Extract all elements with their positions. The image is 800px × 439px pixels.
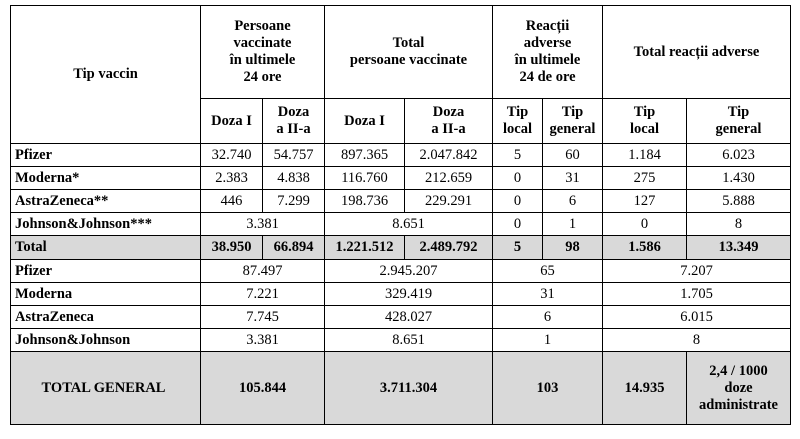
cell-doze-24h: 7.221 — [201, 283, 325, 306]
subheader-total-local — [603, 99, 687, 144]
table-row — [11, 190, 791, 213]
cell-reactii-general: 6 — [543, 190, 603, 213]
cell-total-persoane: 8.651 — [325, 329, 493, 352]
cell-total-doza1: 198.736 — [325, 190, 405, 213]
cell-doza1: 32.740 — [201, 144, 263, 167]
header-text: 24 de ore — [519, 69, 576, 85]
cell-reactii-general: 1 — [543, 213, 603, 236]
cell-total-local: 1.586 — [603, 236, 687, 260]
header-text: a II-a — [431, 121, 466, 137]
rate-text: 2,4 / 1000 — [709, 362, 768, 379]
cell-total-doza-unica: 8.651 — [325, 213, 493, 236]
summary-row — [11, 306, 791, 329]
rate-text: doze — [724, 379, 753, 396]
cell-total-doza2: 2.047.842 — [405, 144, 493, 167]
cell-total-reactii: 7.207 — [603, 260, 791, 283]
row-name: AstraZeneca — [11, 306, 201, 329]
header-text: Tip — [561, 104, 584, 120]
row-name: Johnson&Johnson — [11, 329, 201, 352]
cell-total-doza2: 212.659 — [405, 167, 493, 190]
header-text: Tip — [506, 104, 529, 120]
row-name: Moderna* — [11, 167, 201, 190]
cell-total-doza1: 897.365 — [325, 144, 405, 167]
cell-total-local: 0 — [603, 213, 687, 236]
vaccination-table — [10, 5, 791, 425]
cell-total-persoane: 428.027 — [325, 306, 493, 329]
header-text: în ultimele — [514, 52, 581, 68]
header-text: Doza — [432, 104, 465, 120]
cell-total-doza2: 229.291 — [405, 190, 493, 213]
header-text: Reacții — [525, 18, 570, 34]
header-text: Total — [392, 35, 425, 51]
table-row — [11, 167, 791, 190]
cell-doza1: 38.950 — [201, 236, 263, 260]
cell-total-doza1: 1.221.512 — [325, 236, 405, 260]
cell-total-general: 5.888 — [687, 190, 791, 213]
cell-doza2: 4.838 — [263, 167, 325, 190]
row-name: Pfizer — [11, 144, 201, 167]
cell-reactii-24h: 31 — [493, 283, 603, 306]
summary-row — [11, 329, 791, 352]
header-total-reactii: Total reacții adverse — [603, 6, 791, 99]
cell-rata-reactii — [687, 352, 791, 425]
cell-doza2: 54.757 — [263, 144, 325, 167]
cell-doza1: 446 — [201, 190, 263, 213]
header-text: Doza — [277, 104, 310, 120]
row-name: TOTAL GENERAL — [11, 352, 201, 425]
cell-total-doza2: 2.489.792 — [405, 236, 493, 260]
cell-total-reactii: 1.705 — [603, 283, 791, 306]
cell-reactii-local: 0 — [493, 213, 543, 236]
header-total-persoane — [325, 6, 493, 99]
cell-total-reactii: 6.015 — [603, 306, 791, 329]
cell-doza2: 66.894 — [263, 236, 325, 260]
row-name: AstraZeneca** — [11, 190, 201, 213]
cell-reactii-24h: 65 — [493, 260, 603, 283]
cell-total-local: 1.184 — [603, 144, 687, 167]
subheader-reactii-general — [543, 99, 603, 144]
cell-total-general: 1.430 — [687, 167, 791, 190]
total-row — [11, 236, 791, 260]
header-text: Tip — [633, 104, 656, 120]
cell-total-local: 127 — [603, 190, 687, 213]
total-general-row — [11, 352, 791, 425]
subheader-total-doza1: Doza I — [325, 99, 405, 144]
cell-reactii-local: 5 — [493, 236, 543, 260]
header-text: Tip — [727, 104, 750, 120]
cell-reactii-general: 60 — [543, 144, 603, 167]
cell-total-persoane: 2.945.207 — [325, 260, 493, 283]
table-row — [11, 213, 791, 236]
header-text: local — [630, 121, 659, 137]
header-text: a II-a — [276, 121, 311, 137]
cell-doza-unica: 3.381 — [201, 213, 325, 236]
cell-total-reactii: 8 — [603, 329, 791, 352]
summary-row — [11, 283, 791, 306]
cell-reactii-general: 98 — [543, 236, 603, 260]
row-name: Pfizer — [11, 260, 201, 283]
cell-total-persoane: 3.711.304 — [325, 352, 493, 425]
subheader-total-general — [687, 99, 791, 144]
cell-reactii-24h: 6 — [493, 306, 603, 329]
header-text: local — [503, 121, 532, 137]
cell-doze-24h: 105.844 — [201, 352, 325, 425]
cell-total-local: 14.935 — [603, 352, 687, 425]
cell-total-general: 6.023 — [687, 144, 791, 167]
cell-total-local: 275 — [603, 167, 687, 190]
header-text: general — [715, 121, 762, 137]
row-name: Moderna — [11, 283, 201, 306]
cell-total-general: 13.349 — [687, 236, 791, 260]
header-text: persoane vaccinate — [349, 52, 468, 68]
cell-reactii-local: 0 — [493, 167, 543, 190]
header-text: general — [549, 121, 596, 137]
header-text: 24 ore — [243, 69, 282, 85]
table-row — [11, 144, 791, 167]
cell-doze-24h: 7.745 — [201, 306, 325, 329]
header-text: Persoane — [234, 18, 291, 34]
header-text: în ultimele — [229, 52, 296, 68]
row-name: Johnson&Johnson*** — [11, 213, 201, 236]
subheader-total-doza2 — [405, 99, 493, 144]
rate-text: administrate — [699, 396, 778, 413]
header-row — [11, 6, 791, 99]
row-name: Total — [11, 236, 201, 260]
cell-doza1: 2.383 — [201, 167, 263, 190]
cell-doze-24h: 87.497 — [201, 260, 325, 283]
cell-total-general: 8 — [687, 213, 791, 236]
cell-reactii-24h: 103 — [493, 352, 603, 425]
cell-doza2: 7.299 — [263, 190, 325, 213]
header-tip-vaccin: Tip vaccin — [11, 6, 201, 144]
cell-doze-24h: 3.381 — [201, 329, 325, 352]
summary-row — [11, 260, 791, 283]
cell-reactii-general: 31 — [543, 167, 603, 190]
header-persoane-24h — [201, 6, 325, 99]
cell-total-persoane: 329.419 — [325, 283, 493, 306]
header-reactii-24h — [493, 6, 603, 99]
header-text: adverse — [523, 35, 572, 51]
cell-reactii-24h: 1 — [493, 329, 603, 352]
cell-total-doza1: 116.760 — [325, 167, 405, 190]
cell-reactii-local: 0 — [493, 190, 543, 213]
subheader-doza1: Doza I — [201, 99, 263, 144]
subheader-doza2 — [263, 99, 325, 144]
subheader-reactii-local — [493, 99, 543, 144]
cell-reactii-local: 5 — [493, 144, 543, 167]
header-text: vaccinate — [233, 35, 292, 51]
